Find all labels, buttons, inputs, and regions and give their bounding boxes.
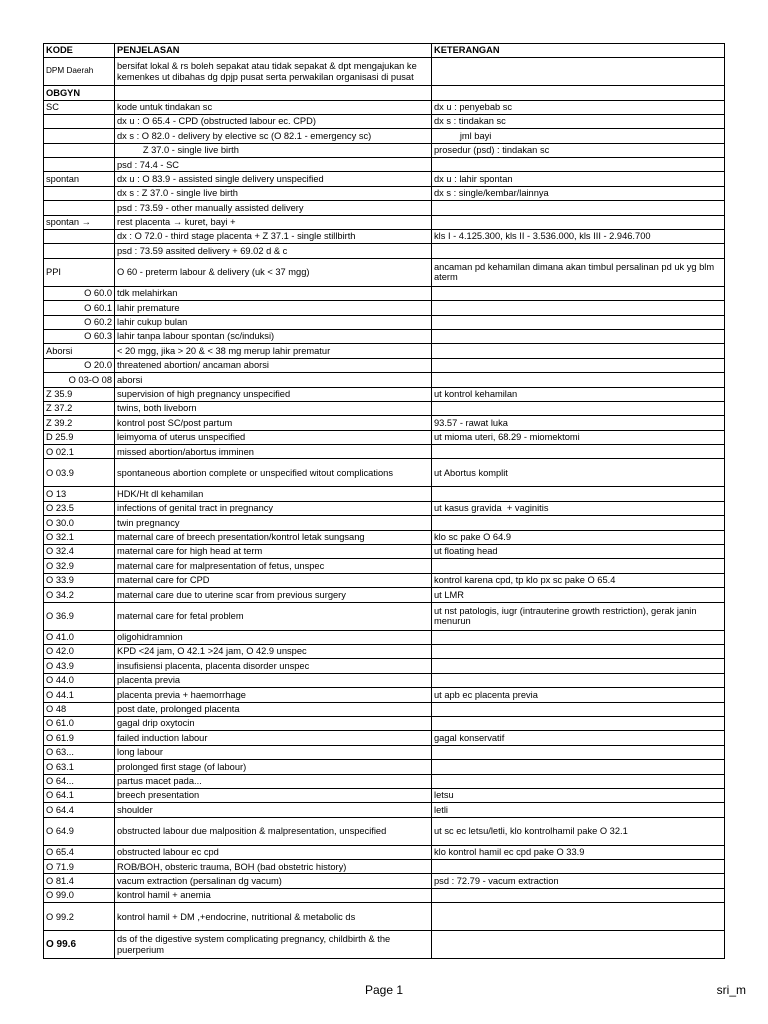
penjelasan-cell: lahir cukup bulan: [115, 315, 432, 329]
table-row: [44, 114, 725, 128]
kode-cell: O 03-O 08: [44, 373, 115, 387]
penjelasan-cell: ROB/BOH, obsteric trauma, BOH (bad obstetric history): [115, 860, 432, 874]
penjelasan-cell: maternal care for fetal problem: [115, 602, 432, 630]
table-row: [44, 573, 725, 587]
table-row: [44, 301, 725, 315]
keterangan-cell: [432, 86, 725, 101]
table-row: [44, 158, 725, 172]
table-row: [44, 530, 725, 544]
penjelasan-cell: aborsi: [115, 373, 432, 387]
table-row: [44, 143, 725, 157]
keterangan-cell: [432, 903, 725, 931]
keterangan-cell: ut mioma uteri, 68.29 - miomektomi: [432, 430, 725, 444]
penjelasan-cell: gagal drip oxytocin: [115, 716, 432, 730]
kode-cell: O 81.4: [44, 874, 115, 888]
footer-author: sri_m: [716, 983, 746, 997]
penjelasan-cell: lahir premature: [115, 301, 432, 315]
penjelasan-cell: supervision of high pregnancy unspecified: [115, 387, 432, 401]
keterangan-cell: ut Abortus komplit: [432, 459, 725, 487]
kode-cell: O 60.2: [44, 315, 115, 329]
penjelasan-cell: psd : 73.59 - other manually assisted delivery: [115, 201, 432, 215]
kode-cell: O 30.0: [44, 516, 115, 530]
penjelasan-cell: insufisiensi placenta, placenta disorder unspec: [115, 659, 432, 673]
kode-cell: O 63...: [44, 745, 115, 759]
keterangan-cell: [432, 659, 725, 673]
keterangan-cell: letsu: [432, 788, 725, 802]
kode-cell: O 63.1: [44, 760, 115, 774]
table-row: [44, 501, 725, 515]
kode-cell: [44, 201, 115, 215]
kode-cell: O 44.1: [44, 688, 115, 702]
table-row: [44, 315, 725, 329]
kode-cell: OBGYN: [44, 86, 115, 101]
penjelasan-cell: failed induction labour: [115, 731, 432, 745]
table-row: [44, 186, 725, 200]
penjelasan-cell: Z 37.0 - single live birth: [115, 143, 432, 157]
penjelasan-cell: long labour: [115, 745, 432, 759]
keterangan-cell: ut apb ec placenta previa: [432, 688, 725, 702]
header-keterangan: KETERANGAN: [432, 44, 725, 58]
kode-cell: Z 39.2: [44, 416, 115, 430]
table-row: [44, 903, 725, 931]
table-row: [44, 545, 725, 559]
keterangan-cell: [432, 888, 725, 902]
keterangan-cell: ut kontrol kehamilan: [432, 387, 725, 401]
keterangan-cell: ut sc ec letsu/letli, klo kontrolhamil pake O 32.1: [432, 817, 725, 845]
kode-cell: O 41.0: [44, 630, 115, 644]
penjelasan-cell: HDK/Ht dl kehamilan: [115, 487, 432, 501]
kode-cell: O 44.0: [44, 673, 115, 687]
kode-cell: O 64.1: [44, 788, 115, 802]
kode-cell: [44, 114, 115, 128]
keterangan-cell: [432, 201, 725, 215]
table-row: [44, 100, 725, 114]
table-row: [44, 817, 725, 845]
page-number: Page 1: [364, 983, 404, 997]
keterangan-cell: gagal konservatif: [432, 731, 725, 745]
penjelasan-cell: dx s : Z 37.0 - single live birth: [115, 186, 432, 200]
kode-cell: D 25.9: [44, 430, 115, 444]
table-row: [44, 516, 725, 530]
table-row: [44, 172, 725, 186]
keterangan-cell: [432, 745, 725, 759]
kode-cell: spontan →: [44, 215, 115, 229]
penjelasan-cell: dx : O 72.0 - third stage placenta + Z 37.1 - single stillbirth: [115, 230, 432, 244]
penjelasan-cell: maternal care for malpresentation of fetus, unspec: [115, 559, 432, 573]
kode-cell: [44, 143, 115, 157]
kode-cell: [44, 129, 115, 143]
table-row: [44, 459, 725, 487]
penjelasan-cell: kontrol hamil + anemia: [115, 888, 432, 902]
kode-cell: [44, 158, 115, 172]
penjelasan-cell: oligohidramnion: [115, 630, 432, 644]
table-row: [44, 129, 725, 143]
code-table: [43, 43, 725, 959]
penjelasan-cell: shoulder: [115, 803, 432, 817]
table-row: [44, 559, 725, 573]
kode-cell: O 64.9: [44, 817, 115, 845]
table-row: [44, 329, 725, 343]
keterangan-cell: [432, 760, 725, 774]
kode-cell: [44, 244, 115, 258]
table-row: [44, 58, 725, 86]
kode-cell: O 60.0: [44, 286, 115, 300]
table-row: [44, 788, 725, 802]
keterangan-cell: [432, 716, 725, 730]
table-row: [44, 373, 725, 387]
kode-cell: DPM Daerah: [44, 58, 115, 86]
table-row: [44, 86, 725, 101]
kode-cell: O 23.5: [44, 501, 115, 515]
table-row: [44, 716, 725, 730]
table-row: [44, 760, 725, 774]
keterangan-cell: [432, 401, 725, 415]
keterangan-cell: [432, 774, 725, 788]
keterangan-cell: ut nst patologis, iugr (intrauterine growth restriction), gerak janin menurun: [432, 602, 725, 630]
kode-cell: O 60.3: [44, 329, 115, 343]
keterangan-cell: dx u : penyebab sc: [432, 100, 725, 114]
penjelasan-cell: lahir tanpa labour spontan (sc/induksi): [115, 329, 432, 343]
table-row: [44, 774, 725, 788]
keterangan-cell: klo sc pake O 64.9: [432, 530, 725, 544]
penjelasan-cell: < 20 mgg, jika > 20 & < 38 mg merup lahir prematur: [115, 344, 432, 358]
kode-cell: SC: [44, 100, 115, 114]
penjelasan-cell: [115, 86, 432, 101]
keterangan-cell: [432, 931, 725, 959]
kode-cell: O 03.9: [44, 459, 115, 487]
penjelasan-cell: threatened abortion/ ancaman aborsi: [115, 358, 432, 372]
keterangan-cell: [432, 301, 725, 315]
penjelasan-cell: maternal care for CPD: [115, 573, 432, 587]
penjelasan-cell: maternal care of breech presentation/kontrol letak sungsang: [115, 530, 432, 544]
kode-cell: [44, 230, 115, 244]
keterangan-cell: jml bayi: [432, 129, 725, 143]
keterangan-cell: [432, 158, 725, 172]
keterangan-cell: ancaman pd kehamilan dimana akan timbul persalinan pd uk yg blm aterm: [432, 258, 725, 286]
keterangan-cell: [432, 860, 725, 874]
keterangan-cell: kls I - 4.125.300, kls II - 3.536.000, kls III - 2.946.700: [432, 230, 725, 244]
table-row: [44, 244, 725, 258]
keterangan-cell: psd : 72.79 - vacum extraction: [432, 874, 725, 888]
keterangan-cell: ut kasus gravida + vaginitis: [432, 501, 725, 515]
kode-cell: O 32.9: [44, 559, 115, 573]
table-row: [44, 201, 725, 215]
kode-cell: spontan: [44, 172, 115, 186]
keterangan-cell: [432, 244, 725, 258]
header-row: [44, 44, 725, 58]
kode-cell: O 33.9: [44, 573, 115, 587]
keterangan-cell: [432, 445, 725, 459]
penjelasan-cell: bersifat lokal & rs boleh sepakat atau tidak sepakat & dpt mengajukan ke kemenkes ut dibahas dg dpjp pusat serta perwakilan organisasi di pusat: [115, 58, 432, 86]
kode-cell: PPI: [44, 258, 115, 286]
keterangan-cell: [432, 58, 725, 86]
table-row: [44, 401, 725, 415]
keterangan-cell: 93.57 - rawat luka: [432, 416, 725, 430]
kode-cell: Z 37.2: [44, 401, 115, 415]
kode-cell: Aborsi: [44, 344, 115, 358]
table-row: [44, 602, 725, 630]
keterangan-cell: dx s : tindakan sc: [432, 114, 725, 128]
kode-cell: O 99.0: [44, 888, 115, 902]
penjelasan-cell: dx u : O 65.4 - CPD (obstructed labour ec. CPD): [115, 114, 432, 128]
kode-cell: O 64.4: [44, 803, 115, 817]
keterangan-cell: [432, 215, 725, 229]
penjelasan-cell: dx u : O 83.9 - assisted single delivery unspecified: [115, 172, 432, 186]
table-row: [44, 874, 725, 888]
kode-cell: O 36.9: [44, 602, 115, 630]
penjelasan-cell: O 60 - preterm labour & delivery (uk < 37 mgg): [115, 258, 432, 286]
penjelasan-cell: twin pregnancy: [115, 516, 432, 530]
keterangan-cell: [432, 487, 725, 501]
penjelasan-cell: obstructed labour ec cpd: [115, 845, 432, 859]
table-row: [44, 702, 725, 716]
keterangan-cell: [432, 645, 725, 659]
penjelasan-cell: spontaneous abortion complete or unspecified witout complications: [115, 459, 432, 487]
table-row: [44, 860, 725, 874]
keterangan-cell: [432, 344, 725, 358]
kode-cell: O 32.4: [44, 545, 115, 559]
keterangan-cell: prosedur (psd) : tindakan sc: [432, 143, 725, 157]
table-row: [44, 845, 725, 859]
keterangan-cell: [432, 286, 725, 300]
penjelasan-cell: leimyoma of uterus unspecified: [115, 430, 432, 444]
table-row: [44, 659, 725, 673]
penjelasan-cell: ds of the digestive system complicating pregnancy, childbirth & the puerperium: [115, 931, 432, 959]
table-row: [44, 258, 725, 286]
table-row: [44, 673, 725, 687]
penjelasan-cell: placenta previa + haemorrhage: [115, 688, 432, 702]
penjelasan-cell: infections of genital tract in pregnancy: [115, 501, 432, 515]
table-row: [44, 430, 725, 444]
kode-cell: O 99.6: [44, 931, 115, 959]
kode-cell: O 71.9: [44, 860, 115, 874]
penjelasan-cell: psd : 74.4 - SC: [115, 158, 432, 172]
keterangan-cell: kontrol karena cpd, tp klo px sc pake O 65.4: [432, 573, 725, 587]
kode-cell: O 65.4: [44, 845, 115, 859]
table-row: [44, 416, 725, 430]
kode-cell: O 61.0: [44, 716, 115, 730]
penjelasan-cell: maternal care due to uterine scar from previous surgery: [115, 588, 432, 602]
keterangan-cell: dx u : lahir spontan: [432, 172, 725, 186]
kode-cell: O 60.1: [44, 301, 115, 315]
penjelasan-cell: kode untuk tindakan sc: [115, 100, 432, 114]
table-row: [44, 344, 725, 358]
keterangan-cell: [432, 315, 725, 329]
table-row: [44, 387, 725, 401]
keterangan-cell: [432, 673, 725, 687]
table-row: [44, 731, 725, 745]
table-row: [44, 445, 725, 459]
kode-cell: O 32.1: [44, 530, 115, 544]
kode-cell: O 42.0: [44, 645, 115, 659]
penjelasan-cell: dx s : O 82.0 - delivery by elective sc (O 82.1 - emergency sc): [115, 129, 432, 143]
penjelasan-cell: kontrol post SC/post partum: [115, 416, 432, 430]
keterangan-cell: [432, 702, 725, 716]
kode-cell: O 34.2: [44, 588, 115, 602]
table-row: [44, 487, 725, 501]
table-row: [44, 645, 725, 659]
table-row: [44, 745, 725, 759]
keterangan-cell: dx s : single/kembar/lainnya: [432, 186, 725, 200]
keterangan-cell: [432, 516, 725, 530]
penjelasan-cell: twins, both liveborn: [115, 401, 432, 415]
penjelasan-cell: partus macet pada...: [115, 774, 432, 788]
kode-cell: O 48: [44, 702, 115, 716]
table-row: [44, 888, 725, 902]
keterangan-cell: letli: [432, 803, 725, 817]
penjelasan-cell: placenta previa: [115, 673, 432, 687]
kode-cell: O 20.0: [44, 358, 115, 372]
penjelasan-cell: missed abortion/abortus imminen: [115, 445, 432, 459]
keterangan-cell: [432, 329, 725, 343]
keterangan-cell: [432, 358, 725, 372]
kode-cell: O 64...: [44, 774, 115, 788]
penjelasan-cell: kontrol hamil + DM ,+endocrine, nutritional & metabolic ds: [115, 903, 432, 931]
kode-cell: O 13: [44, 487, 115, 501]
table-row: [44, 688, 725, 702]
table-row: [44, 931, 725, 959]
penjelasan-cell: breech presentation: [115, 788, 432, 802]
table-row: [44, 630, 725, 644]
penjelasan-cell: post date, prolonged placenta: [115, 702, 432, 716]
table-row: [44, 803, 725, 817]
kode-cell: O 61.9: [44, 731, 115, 745]
kode-cell: [44, 186, 115, 200]
keterangan-cell: [432, 373, 725, 387]
header-kode: KODE: [44, 44, 115, 58]
table-row: [44, 588, 725, 602]
kode-cell: O 43.9: [44, 659, 115, 673]
table-row: [44, 358, 725, 372]
keterangan-cell: ut floating head: [432, 545, 725, 559]
keterangan-cell: klo kontrol hamil ec cpd pake O 33.9: [432, 845, 725, 859]
keterangan-cell: [432, 630, 725, 644]
kode-cell: Z 35.9: [44, 387, 115, 401]
penjelasan-cell: obstructed labour due malposition & malpresentation, unspecified: [115, 817, 432, 845]
kode-cell: O 02.1: [44, 445, 115, 459]
table-row: [44, 215, 725, 229]
penjelasan-cell: KPD <24 jam, O 42.1 >24 jam, O 42.9 unspec: [115, 645, 432, 659]
table-row: [44, 286, 725, 300]
kode-cell: O 99.2: [44, 903, 115, 931]
penjelasan-cell: tdk melahirkan: [115, 286, 432, 300]
penjelasan-cell: vacum extraction (persalinan dg vacum): [115, 874, 432, 888]
table-row: [44, 230, 725, 244]
keterangan-cell: ut LMR: [432, 588, 725, 602]
header-penjelasan: PENJELASAN: [115, 44, 432, 58]
keterangan-cell: [432, 559, 725, 573]
penjelasan-cell: psd : 73.59 assited delivery + 69.02 d & c: [115, 244, 432, 258]
penjelasan-cell: rest placenta → kuret, bayi +: [115, 215, 432, 229]
penjelasan-cell: prolonged first stage (of labour): [115, 760, 432, 774]
penjelasan-cell: maternal care for high head at term: [115, 545, 432, 559]
